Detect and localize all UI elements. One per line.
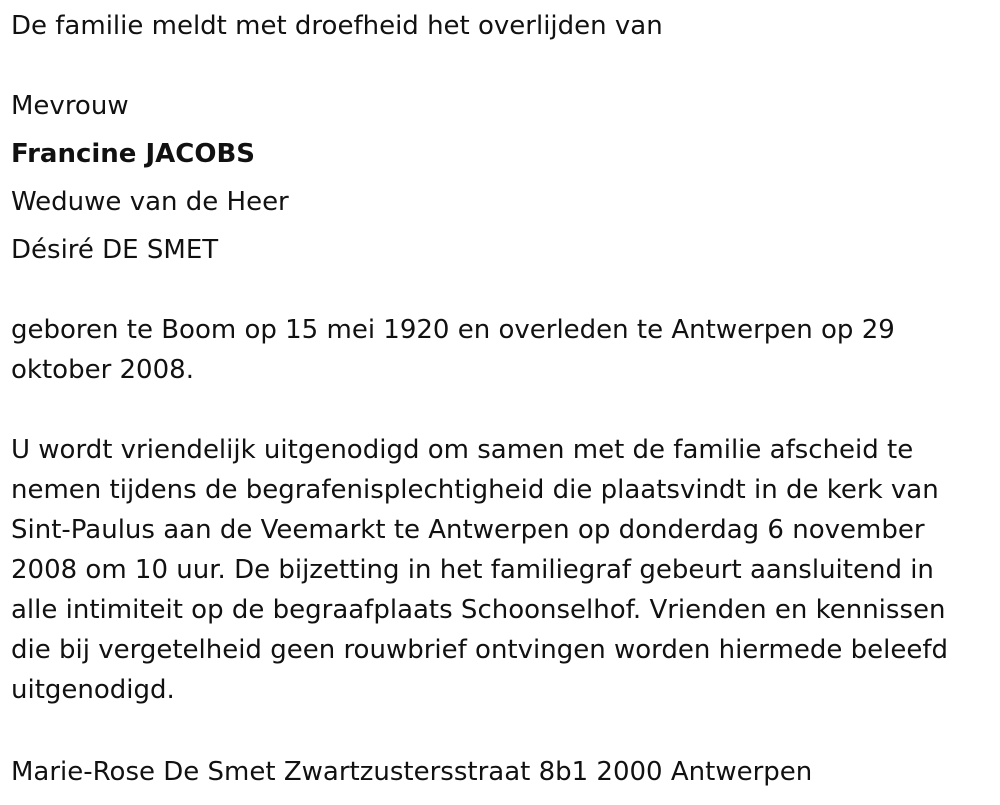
intro-line: De familie meldt met droefheid het overlijden van — [11, 11, 663, 41]
widow-of-line: Weduwe van de Heer — [11, 187, 289, 217]
deceased-name: Francine JACOBS — [11, 139, 256, 169]
spouse-name: Désiré DE SMET — [11, 235, 219, 265]
birth-death-paragraph: geboren te Boom op 15 mei 1920 en overleden te Antwerpen op 29 oktober 2008. — [11, 315, 895, 385]
signer-address: Marie-Rose De Smet Zwartzustersstraat 8b1 2000 Antwerpen — [11, 757, 813, 787]
invitation-paragraph: U wordt vriendelijk uitgenodigd om samen met de familie afscheid te nemen tijdens de begrafenisplechtigheid die plaatsvindt in de kerk van Sint-Paulus aan de Veemarkt te Antwerpen op donderdag 6 november 2008 om 10 uur. De bijzetting in het familiegraf gebeurt aansluitend in alle intimiteit op de begraafplaats Schoonselhof. Vrienden en kennissen die bij vergetelheid geen rouwbrief ontvingen worden hiermede beleefd uitgenodigd. — [11, 435, 948, 705]
honorific: Mevrouw — [11, 91, 129, 121]
